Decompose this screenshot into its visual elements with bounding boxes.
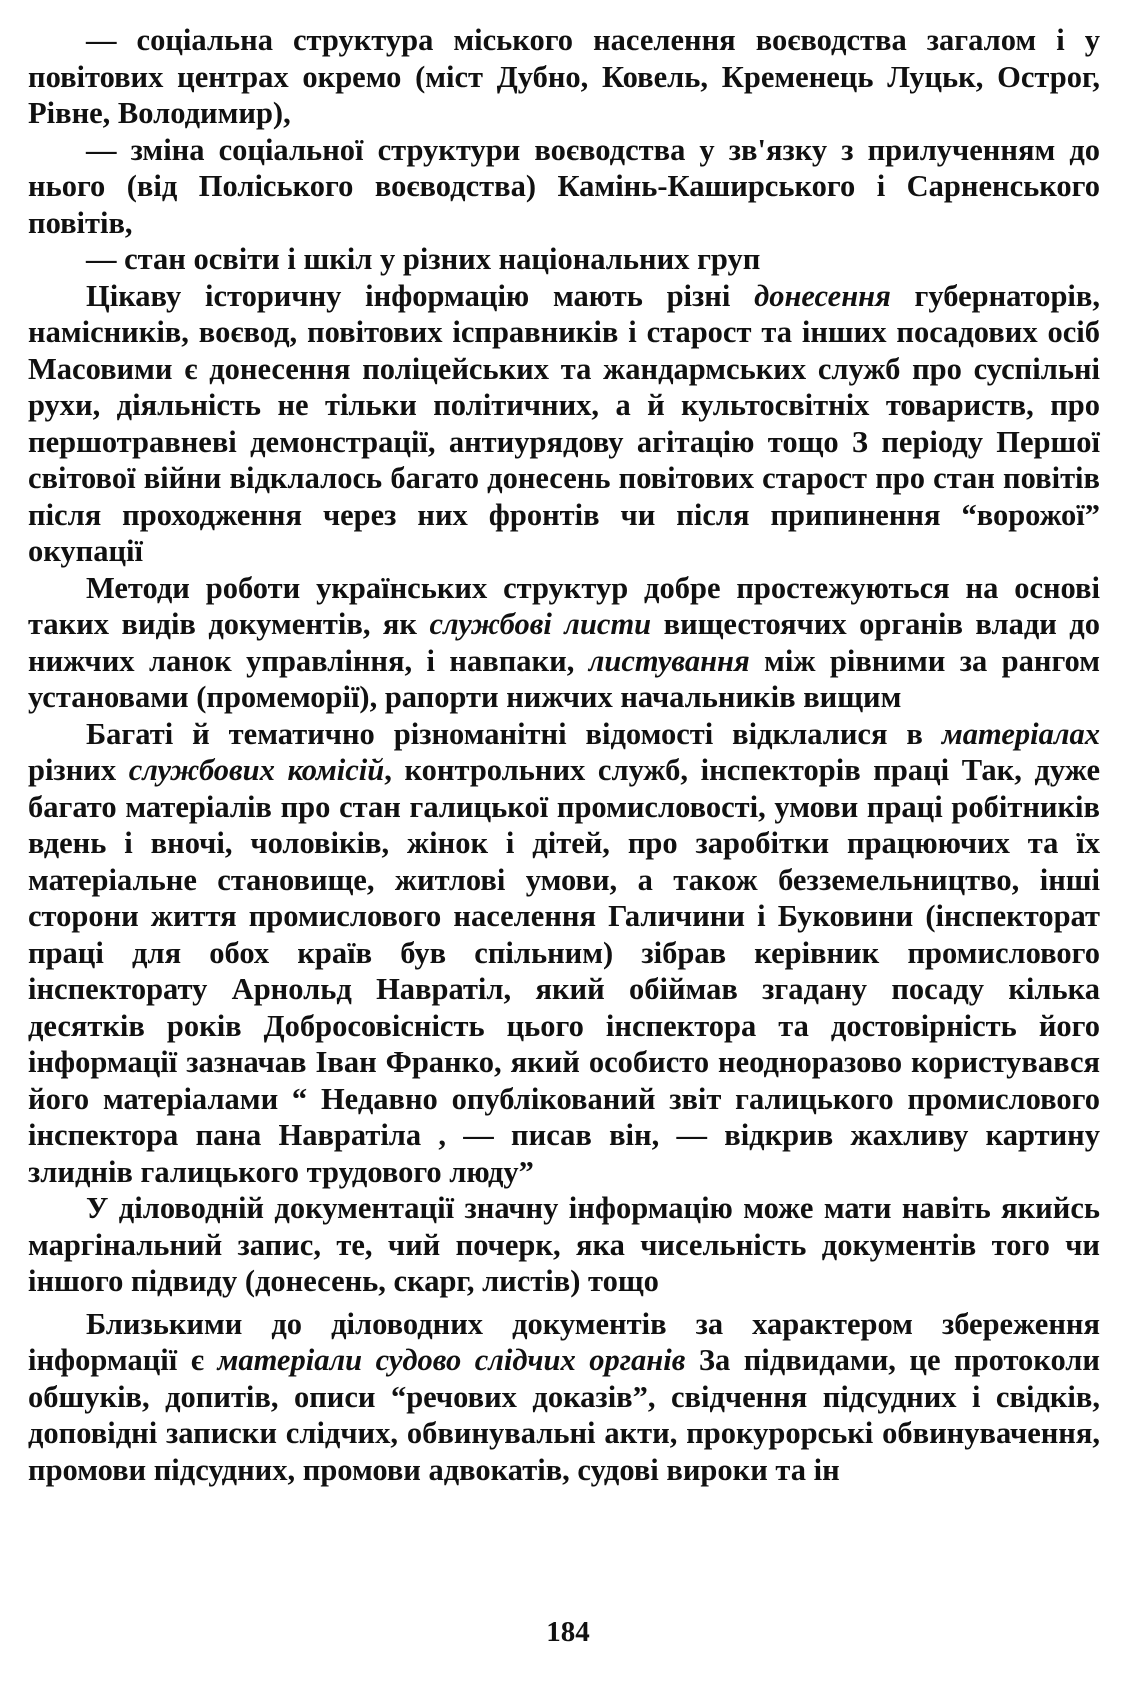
italic-term: службових комісій xyxy=(128,753,385,787)
text-segment: різних xyxy=(28,753,129,787)
book-page xyxy=(28,22,1108,1662)
italic-term: службові листи xyxy=(429,607,652,641)
text-segment: — соціальна структура міського населення воєводства загалом і у повітових центрах окремо (міст Дубно, Ковель, Кременець Луцьк, Острог, Рівне, Володимир), xyxy=(28,23,1100,130)
italic-term: матеріали судово слідчих органів xyxy=(217,1343,686,1377)
page-number: 184 xyxy=(546,1616,590,1648)
list-item-education xyxy=(28,241,1100,278)
text-segment: — зміна соціальної структури воєводства у зв'язку з прилученням до нього (від Поліського воєводства) Камінь-Каширського і Сарненського повітів, xyxy=(28,132,1100,240)
italic-term: матеріалах xyxy=(941,716,1100,751)
text-segment: Методи роботи українських структур добре простежуються на основі таких видів документів, як xyxy=(28,570,1100,641)
text-segment: За підвидами, це протоколи обшуків, допитів, описи “речових доказів”, свідчення підсудних і свідків, доповідні записки слідчих, обвинувальні акти, прокурорські обвинувачення, промови підсудних, промови адвокатів, судові вироки та ін xyxy=(28,1343,1100,1487)
list-item-structure-change xyxy=(28,132,1100,242)
text-segment: У діловодній документації значну інформацію може мати навіть якийсь маргінальний запис, те, чий почерк, яка чисельність документів того чи іншого підвиду (донесень, скарг, листів) тощо xyxy=(28,1191,1100,1298)
list-item-social-structure xyxy=(28,22,1100,132)
paragraph-methods xyxy=(28,570,1100,716)
text-segment: Багаті й тематично різноманітні відомості відклалися в xyxy=(86,716,942,751)
text-segment: губернаторів, намісників, воєвод, повітових ісправників і старост та інших посадових осіб Масовими є донесення поліцейських та жандармських служб про суспільні рухи, діяльність не тільки політичних, а й культосвітніх товариств, про першотравневі демонстрації, антиурядову агітацію тощо З періоду Першої світової війни відклалось багато донесень повітових старост про стан повітів після проходження через них фронтів чи після припинення “ворожої” окупації xyxy=(28,278,1100,568)
paragraph-commissions xyxy=(28,716,1100,1191)
text-segment: Близькими до діловодних документів за характером збереження інформації є xyxy=(28,1306,1100,1377)
text-segment: вищестоячих органів влади до нижчих ланок управління, і навпаки, xyxy=(28,607,1100,678)
text-segment: Цікаву історичну інформацію мають різні xyxy=(86,278,755,313)
paragraph-reports xyxy=(28,278,1100,570)
italic-term: листування xyxy=(588,643,750,678)
page-body-text xyxy=(28,22,1100,1488)
paragraph-court-materials xyxy=(28,1306,1100,1489)
text-segment: , контрольних служб, інспекторів праці Так, дуже багато матеріалів про стан галицької промисловості, умови праці робітників вдень і вночі, чоловіків, жінок і дітей, про заробітки працюючих та їх матеріальне становище, житлові умови, а також безземельництво, інші сторони життя промислового населення Галичини і Буковини (інспекторат праці для обох країв був спільним) зібрав керівник промислового інспекторату Арнольд Навратіл, який обіймав згадану посаду кілька десятків років Добросовісність цього інспектора та достовірність його інформації зазначав Іван Франко, який особисто неодноразово користувався його матеріалами “ Недавно опублікований звіт галицького промислового інспектора пана Навратіла , — писав він, — відкрив жахливу картину злиднів галицького трудового люду” xyxy=(28,753,1100,1189)
text-segment: між рівними за рангом установами (промеморії), рапорти нижчих начальників вищим xyxy=(28,643,1100,714)
text-segment: — стан освіти і шкіл у різних національних груп xyxy=(86,242,761,276)
italic-term: донесення xyxy=(754,278,891,313)
paragraph-marginal-notes xyxy=(28,1190,1100,1300)
